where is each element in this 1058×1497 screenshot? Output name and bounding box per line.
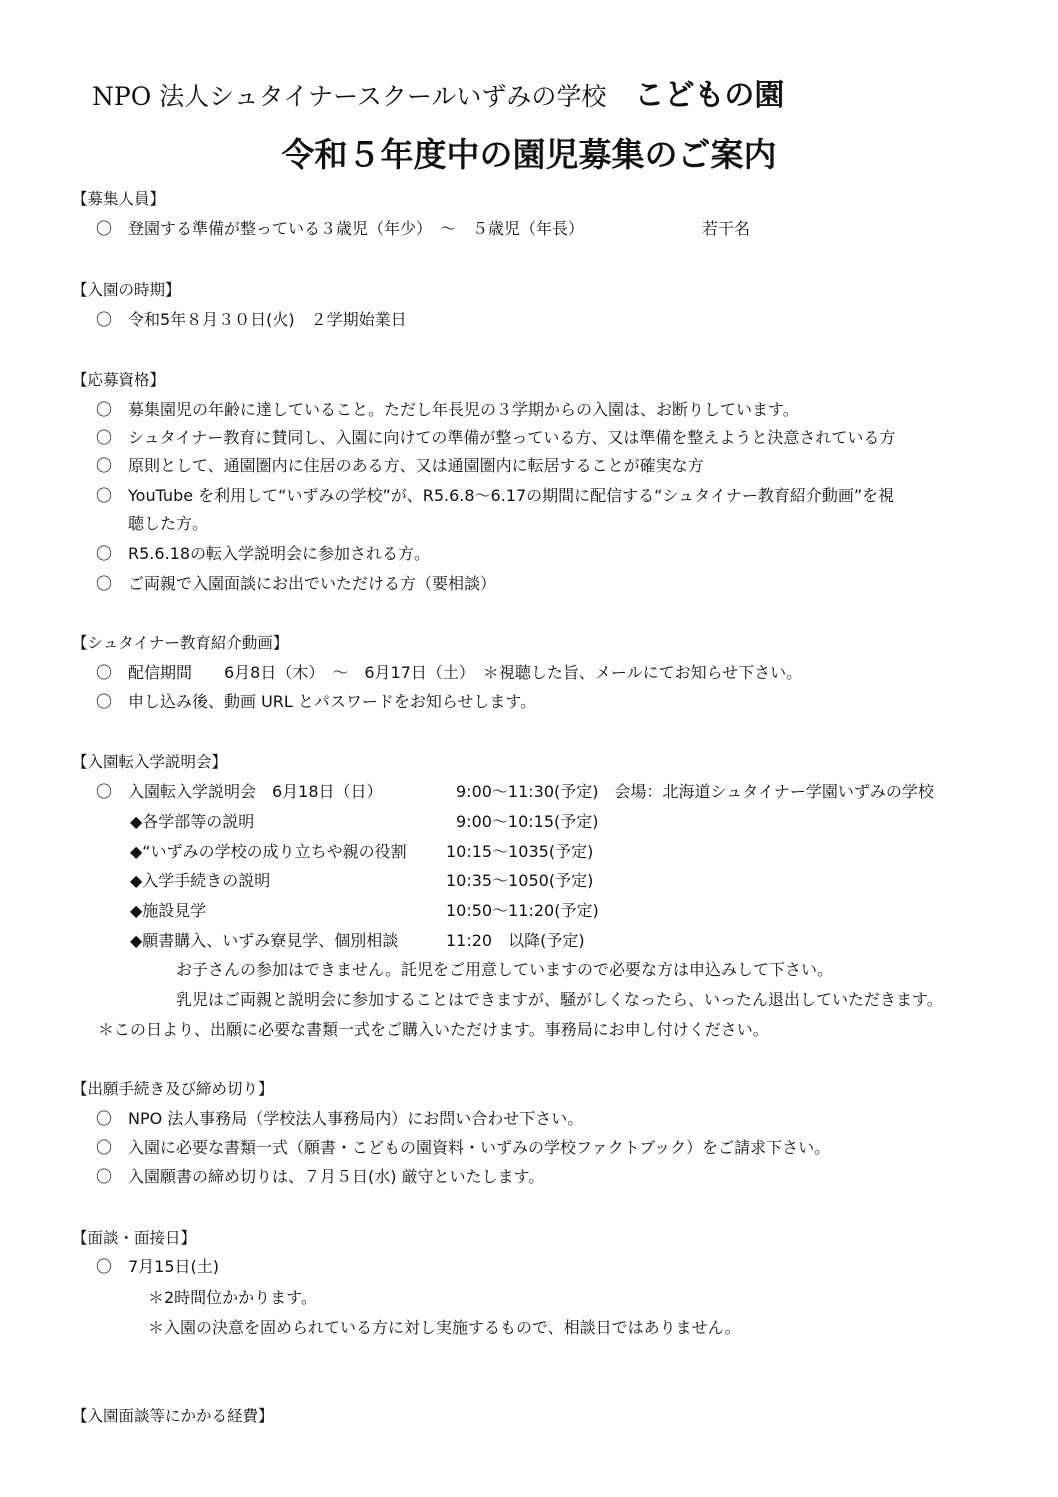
bullet: 〇: [96, 544, 113, 563]
application-item: 入園に必要な書類一式（願書・こどもの園資料・いずみの学校ファクトブック）をご請求下さい。: [128, 1138, 831, 1157]
page-title: 令和５年度中の園児募集のご案内: [281, 135, 777, 174]
recruit-line: 登園する準備が整っている３歳児（年少） ～ ５歳児（年長）: [128, 219, 585, 238]
section-heading-video: 【シュタイナー教育紹介動画】: [72, 634, 289, 652]
bullet: 〇: [96, 663, 113, 682]
seminar-row-label: ◆願書購入、いずみ寮見学、個別相談: [130, 931, 399, 950]
section-heading-entry: 【入園の時期】: [72, 281, 181, 299]
seminar-row-label: ◆入学手続きの説明: [130, 871, 271, 890]
section-heading-interview: 【面談・面接日】: [72, 1229, 197, 1247]
bullet: 〇: [96, 1167, 113, 1186]
seminar-note: お子さんの参加はできません。託児をご用意していますので必要な方は申込みして下さい。: [176, 960, 833, 979]
organization-name: NPO 法人シュタイナースクールいずみの学校: [92, 82, 607, 111]
seminar-note: 乳児はご両親と説明会に参加することはできますが、騒がしくなったら、いったん退出していただきます。: [176, 990, 943, 1009]
section-heading-cost: 【入園面談等にかかる経費】: [72, 1407, 274, 1425]
brand-name: こどもの園: [634, 78, 785, 113]
header-line: [92, 80, 784, 113]
seminar-row-time: 10:50～11:20(予定): [446, 901, 599, 920]
seminar-main-label: 入園転入学説明会 6月18日（日）: [128, 782, 383, 801]
seminar-row-time: 10:35～1050(予定): [446, 871, 594, 890]
qualification-item: ご両親で入園面談にお出でいただける方（要相談）: [128, 574, 497, 593]
seminar-main-time: 9:00～11:30(予定) 会場：北海道シュタイナー学園いずみの学校: [456, 782, 934, 801]
qualification-item-continued: 聴した方。: [128, 514, 209, 533]
seminar-row-time: 11:20 以降(予定): [446, 931, 585, 950]
section-heading-seminar: 【入園転入学説明会】: [72, 753, 228, 771]
bullet: 〇: [96, 1109, 113, 1128]
bullet: 〇: [96, 219, 113, 238]
seminar-row-label: ◆各学部等の説明: [130, 812, 255, 831]
bullet: 〇: [96, 456, 113, 475]
qualification-item: 募集園児の年齢に達していること。ただし年長児の３学期からの入園は、お断りしています。: [128, 400, 799, 419]
bullet: 〇: [96, 400, 113, 419]
qualification-item: YouTube を利用して“いずみの学校”が、R5.6.8～6.17の期間に配信する“シュタイナー教育紹介動画”を視: [128, 486, 895, 505]
qualification-item: シュタイナー教育に賛同し、入園に向けての準備が整っている方、又は準備を整えようと決意されている方: [128, 428, 896, 447]
qualification-item: 原則として、通園圏内に住居のある方、又は通園圏内に転居することが確実な方: [128, 456, 704, 475]
section-heading-qualification: 【応募資格】: [72, 371, 166, 389]
seminar-row-time: 10:15～1035(予定): [446, 842, 594, 861]
bullet: 〇: [96, 574, 113, 593]
bullet: 〇: [96, 310, 113, 329]
bullet: 〇: [96, 692, 113, 711]
application-item: NPO 法人事務局（学校法人事務局内）にお問い合わせ下さい。: [128, 1109, 584, 1128]
recruit-count: 若干名: [702, 219, 751, 238]
application-item: 入園願書の締め切りは、７月５日(水) 厳守といたします。: [128, 1167, 545, 1186]
entry-line: 令和5年８月３０日(火) ２学期始業日: [128, 310, 407, 329]
bullet: 〇: [96, 1257, 113, 1276]
video-access-line: 申し込み後、動画 URL とパスワードをお知らせします。: [128, 692, 537, 711]
seminar-row-time: 9:00～10:15(予定): [456, 812, 599, 831]
video-period-line: 配信期間 6月8日（木） ～ 6月17日（土） ＊視聴した旨、メールにてお知らせ下さい。: [128, 663, 803, 682]
seminar-row-label: ◆施設見学: [130, 901, 207, 920]
interview-note: ＊入園の決意を固められている方に対し実施するもので、相談日ではありません。: [148, 1318, 741, 1337]
bullet: 〇: [96, 486, 113, 505]
qualification-item: R5.6.18の転入学説明会に参加される方。: [128, 544, 431, 563]
interview-date: 7月15日(土): [128, 1257, 220, 1276]
interview-note: ＊2時間位かかります。: [148, 1288, 317, 1307]
bullet: 〇: [96, 1138, 113, 1157]
section-heading-recruit: 【募集人員】: [72, 190, 166, 208]
bullet: 〇: [96, 782, 113, 801]
bullet: 〇: [96, 428, 113, 447]
seminar-row-label: ◆“いずみの学校の成り立ちや親の役割: [130, 842, 407, 861]
section-heading-application: 【出願手続き及び締め切り】: [72, 1080, 274, 1098]
seminar-note: ＊この日より、出願に必要な書類一式をご購入いただけます。事務局にお申し付けください。: [98, 1020, 769, 1039]
